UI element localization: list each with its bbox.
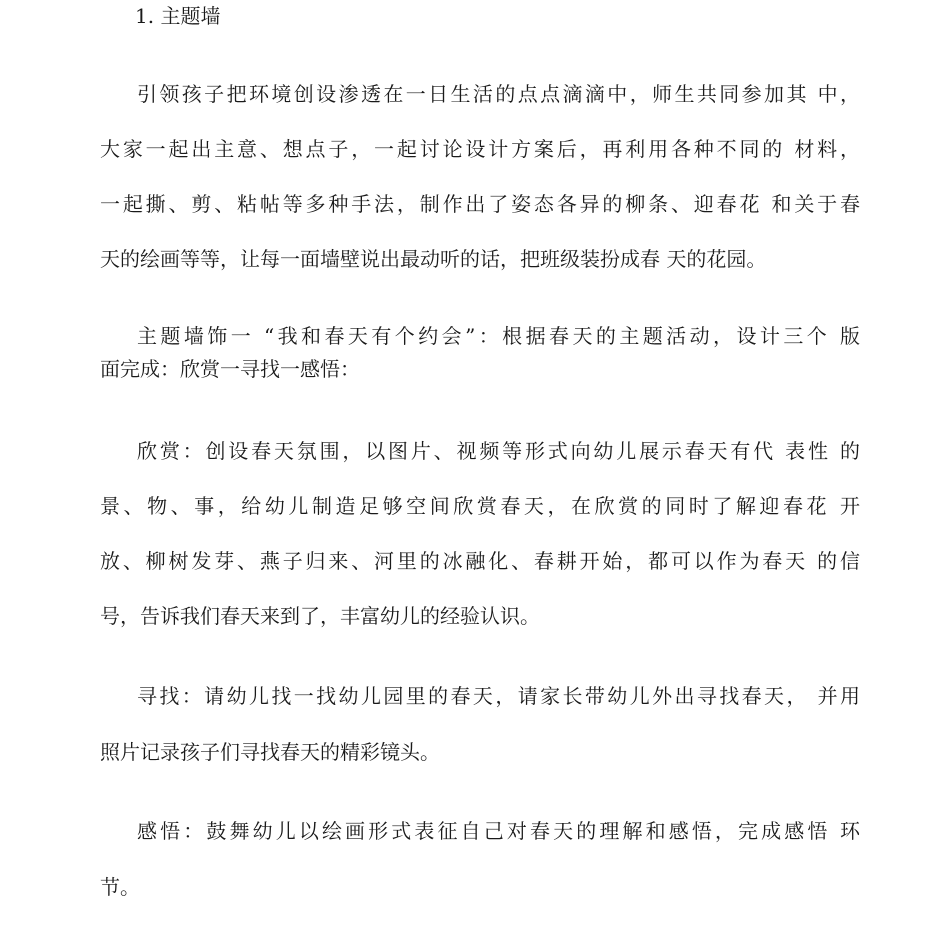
paragraph-2-line-1: 主题墙饰一 “我和春天有个约会”：根据春天的主题活动，设计三个 版: [137, 324, 860, 348]
paragraph-1-line-2: 大家一起出主意、想点子，一起讨论设计方案后，再利用各种不同的 材料，: [100, 137, 860, 161]
paragraph-1-line-1: 引领孩子把环境创设渗透在一日生活的点点滴滴中，师生共同参加其 中，: [137, 82, 860, 106]
paragraph-3-line-3: 放、柳树发芽、燕子归来、河里的冰融化、春耕开始，都可以作为春天 的信: [100, 549, 860, 573]
paragraph-5-line-2: 节。: [100, 875, 140, 899]
paragraph-3-line-4: 号，告诉我们春天来到了，丰富幼儿的经验认识。: [100, 604, 540, 628]
paragraph-4-line-2: 照片记录孩子们寻找春天的精彩镜头。: [100, 740, 440, 764]
paragraph-3-line-2: 景、物、事，给幼儿制造足够空间欣赏春天，在欣赏的同时了解迎春花 开: [100, 494, 860, 518]
paragraph-3-line-1: 欣赏：创设春天氛围，以图片、视频等形式向幼儿展示春天有代 表性 的: [137, 439, 860, 463]
paragraph-2-line-2: 面完成：欣赏一寻找一感悟：: [100, 357, 360, 381]
paragraph-4-line-1: 寻找：请幼儿找一找幼儿园里的春天，请家长带幼儿外出寻找春天， 并用: [137, 684, 860, 708]
paragraph-1-line-4: 天的绘画等等，让每一面墙壁说出最动听的话，把班级装扮成春 天的花园。: [100, 247, 767, 271]
section-heading: 1. 主题墙: [135, 4, 221, 28]
paragraph-1-line-3: 一起撕、剪、粘帖等多种手法，制作出了姿态各异的柳条、迎春花 和关于春: [100, 192, 860, 216]
paragraph-5-line-1: 感悟：鼓舞幼儿以绘画形式表征自己对春天的理解和感悟，完成感悟 环: [137, 819, 860, 843]
